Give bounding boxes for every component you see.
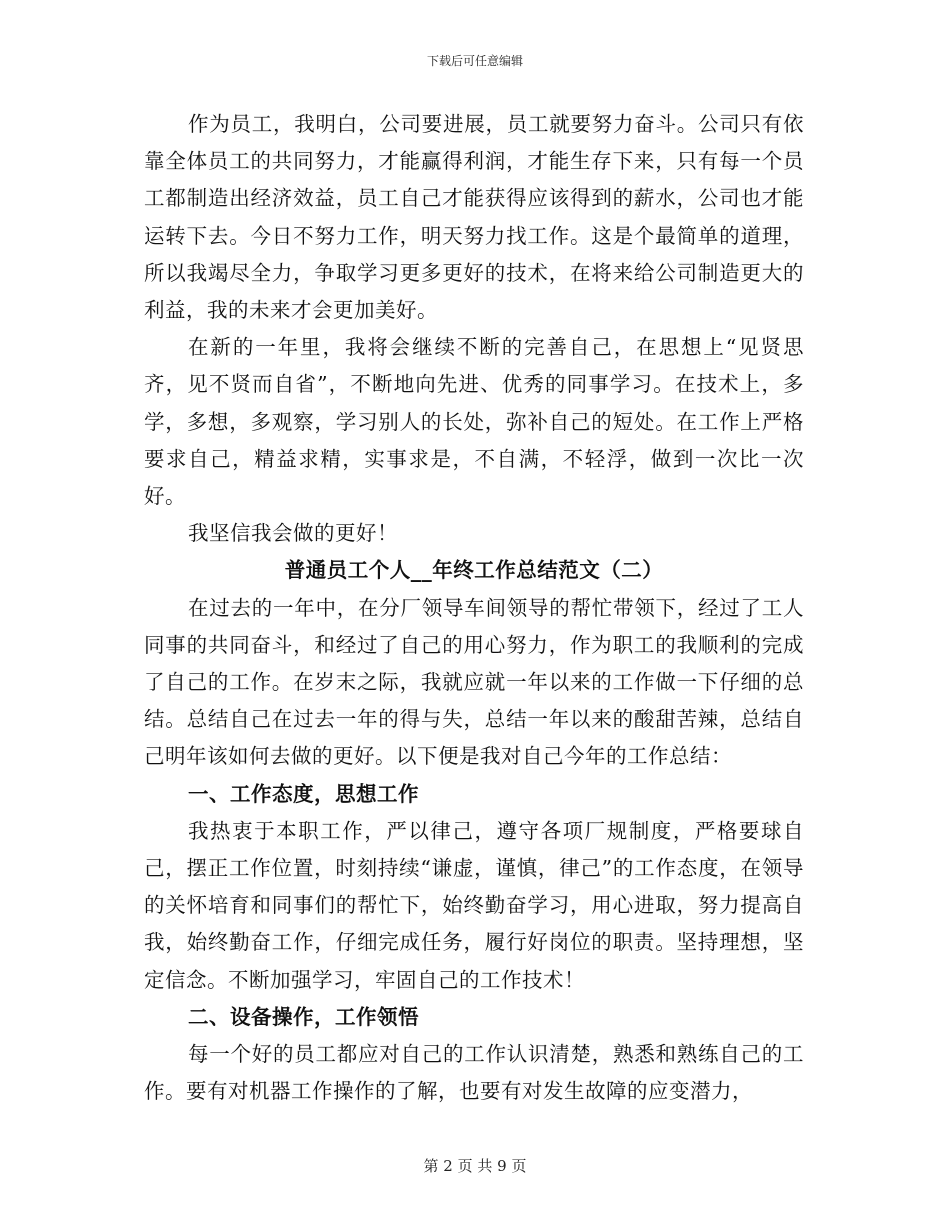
paragraph: 每一个好的员工都应对自己的工作认识清楚，熟悉和熟练自己的工作。要有对机器工作操作的了解，也要有对发生故障的应变潜力， <box>144 1042 804 1104</box>
document-body <box>144 106 804 1110</box>
paragraph: 在过去的一年中，在分厂领导车间领导的帮忙带领下，经过了工人同事的共同奋斗，和经过了自己的用心努力，作为职工的我顺利的完成了自己的工作。在岁末之际，我就应就一年以来的工作做一下仔细的总结。总结自己在过去一年的得与失，总结一年以来的酸甜苦辣，总结自己明年该如何去做的更好。以下便是我对自己今年的工作总结： <box>144 595 804 769</box>
section-heading: 一、工作态度，思想工作 <box>188 781 419 806</box>
page-footer: 第 2 页 共 9 页 <box>423 1157 527 1175</box>
section-heading: 二、设备操作，工作领悟 <box>188 1004 419 1029</box>
page-header: 下载后可任意编辑 <box>426 54 523 68</box>
paragraph: 在新的一年里，我将会继续不断的完善自己，在思想上“见贤思齐，见不贤而自省”，不断地向先进、优秀的同事学习。在技术上，多学，多想，多观察，学习别人的长处，弥补自己的短处。在工作上严格要求自己，精益求精，实事求是，不自满，不轻浮，做到一次比一次好。 <box>144 335 804 509</box>
paragraph: 我坚信我会做的更好！ <box>188 521 398 546</box>
paragraph: 作为员工，我明白，公司要进展，员工就要努力奋斗。公司只有依靠全体员工的共同努力，才能赢得利润，才能生存下来，只有每一个员工都制造出经济效益，员工自己才能获得应该得到的薪水，公司也才能运转下去。今日不努力工作，明天努力找工作。这是个最简单的道理，所以我竭尽全力，争取学习更多更好的技术，在将来给公司制造更大的利益，我的未来才会更加美好。 <box>144 112 804 323</box>
section-title: 普通员工个人__年终工作总结范文（二） <box>284 558 664 583</box>
paragraph: 我热衷于本职工作，严以律己，遵守各项厂规制度，严格要球自己，摆正工作位置，时刻持续“谦虚，谨慎，律己”的工作态度，在领导的关怀培育和同事们的帮忙下，始终勤奋学习，用心进取，努力提高自我，始终勤奋工作，仔细完成任务，履行好岗位的职责。坚持理想，坚定信念。不断加强学习，牢固自己的工作技术！ <box>144 818 804 992</box>
